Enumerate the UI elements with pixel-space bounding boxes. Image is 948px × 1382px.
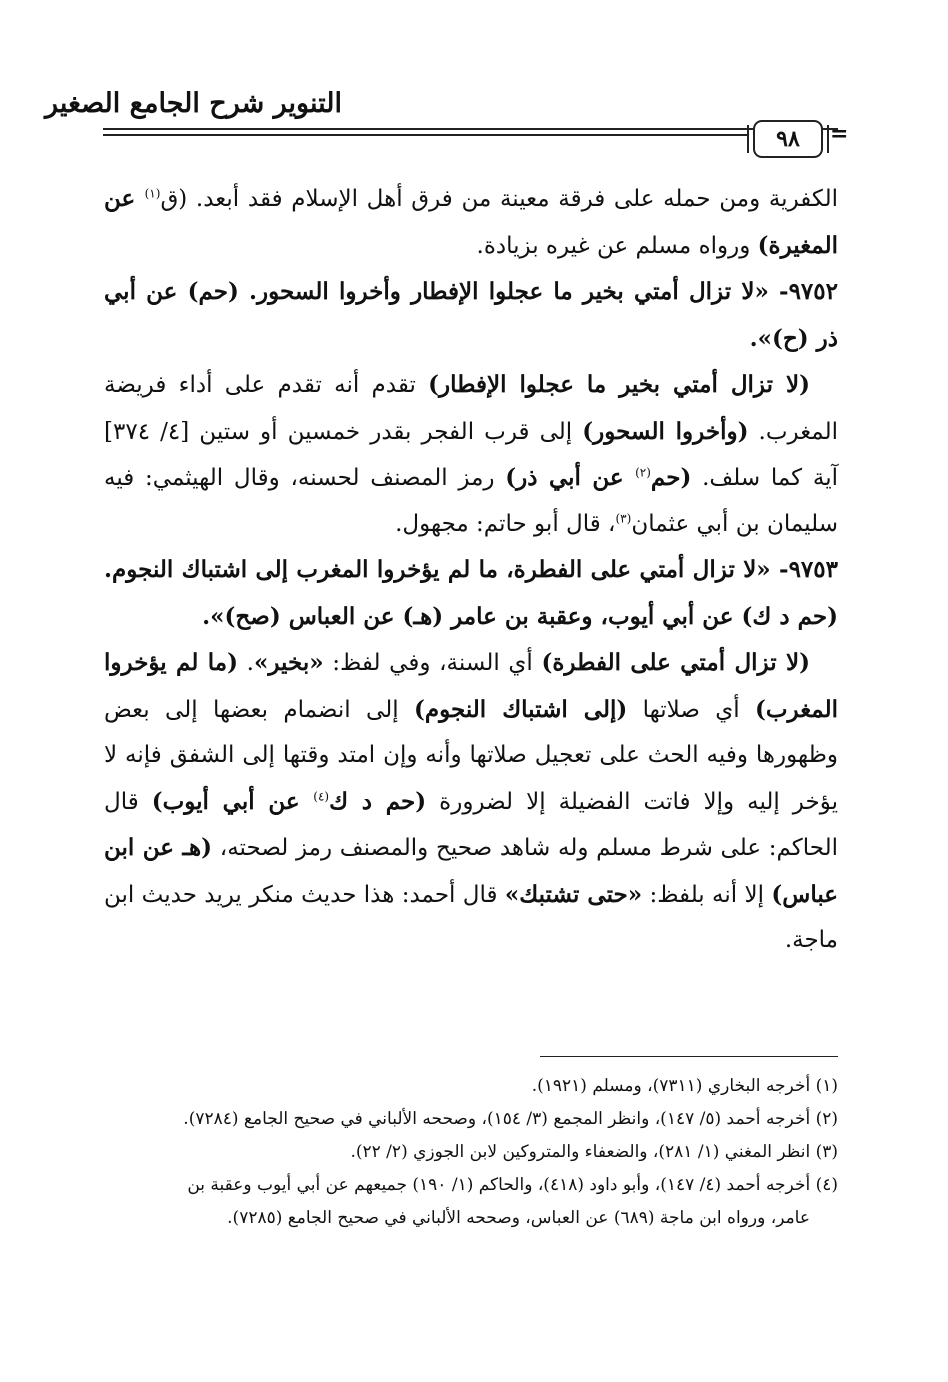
text-run: أي السنة، وفي لفظ:: [323, 650, 542, 676]
hadith-text: «لا تزال أمتي بخير ما عجلوا الإفطار وأخروا السحور. (حم) عن أبي ذر (ح)».: [104, 278, 838, 352]
quoted-phrase: (ما لم يؤخروا المغرب): [104, 649, 838, 723]
hadith-number: ٩٧٥٢-: [768, 278, 838, 305]
footnote-separator: [540, 1056, 838, 1057]
page-number: ٩٨: [753, 120, 823, 158]
header-rule-bottom: [103, 134, 748, 136]
text-run: إلا أنه بلفظ:: [642, 881, 772, 908]
footnote-3: (٣) انظر المغني (١/ ٢٨١)، والضعفاء والمتروكين لابن الجوزي (٢/ ٢٢).: [350, 1142, 838, 1162]
quoted-phrase: (لا تزال أمتي على الفطرة): [541, 649, 811, 676]
commentary-9753: [104, 640, 838, 964]
quoted-phrase: (إلى اشتباك النجوم): [413, 695, 628, 723]
footnote-4-continuation: عامر، ورواه ابن ماجة (٦٨٩) عن العباس، وصححه الألباني في صحيح الجامع (٧٢٨٥).: [227, 1208, 810, 1228]
text-run: أي صلاتها: [627, 696, 755, 723]
footnote-4: (٤) أخرجه أحمد (٤/ ١٤٧)، وأبو داود (٤١٨)، والحاكم (١/ ١٩٠) جميعهم عن أبي أيوب وعقبة بن: [187, 1175, 838, 1195]
source-citation: عن أبي أيوب): [151, 787, 314, 815]
text-run: تقدم أنه تقدم على أداء فريضة المغرب.: [104, 372, 838, 445]
text-run: قال أحمد: هذا حديث منكر يريد حديث ابن ماجة.: [104, 881, 838, 953]
footnote-2: (٢) أخرجه أحمد (٥/ ١٤٧)، وانظر المجمع (٣/ ١٥٤)، وصححه الألباني في صحيح الجامع (٧٢٨٤).: [183, 1109, 838, 1129]
quoted-phrase: (لا تزال أمتي بخير ما عجلوا الإفطار): [428, 371, 810, 398]
text-run: ، قال أبو حاتم: مجهول.: [395, 510, 616, 537]
page-number-marker: =: [830, 121, 849, 147]
hadith-9753: [104, 547, 838, 640]
source-citation: (هـ عن ابن عباس): [104, 834, 839, 908]
text-run: إلى قرب الفجر بقدر خمسين أو ستين [٤/ ٣٧٤] آية كما سلف.: [104, 418, 838, 491]
source-citation: عن أبي ذر): [505, 464, 636, 491]
source-citation: عن المغيرة): [104, 185, 838, 259]
footnote-ref-1: (١): [144, 186, 161, 201]
header-rule-top: [103, 128, 838, 130]
hadith-number: ٩٧٥٣-: [770, 556, 838, 583]
quoted-phrase: (وأخروا السحور): [582, 417, 749, 445]
text-run: الكفرية ومن حمله على فرقة معينة من فرق أهل الإسلام فقد أبعد. (ق: [160, 186, 838, 212]
footnote-1: (١) أخرجه البخاري (٧٣١١)، ومسلم (١٩٢١).: [531, 1076, 838, 1096]
source-citation: (حم: [650, 464, 692, 491]
text-run: قال الحاكم: على شرط مسلم وله شاهد صحيح والمصنف رمز لصحته،: [104, 788, 838, 861]
quoted-phrase: «حتى تشتبك»: [504, 880, 643, 908]
footnote-ref-3: (٣): [615, 510, 632, 525]
hadith-text: «لا تزال أمتي على الفطرة، ما لم يؤخروا المغرب إلى اشتباك النجوم. (حم د ك) عن أبي أيوب، وعقبة بن عامر (هـ) عن العباس (صح)».: [104, 556, 838, 630]
hadith-9752: [104, 269, 838, 362]
running-header-title: التنوير شرح الجامع الصغير: [45, 88, 342, 119]
source-citation: (حم د ك: [329, 787, 427, 815]
main-text: [104, 176, 838, 964]
footnote-ref-4: (٤): [313, 788, 330, 803]
text-run: رمز المصنف لحسنه، وقال الهيثمي: فيه سليمان بن أبي عثمان: [104, 465, 838, 537]
text-run: إلى انضمام بعضها إلى بعض وظهورها وفيه الحث على تعجيل صلاتها وأنه وإن امتد وقتها إلى الشفق فإنه لا يؤخر إليه وإلا فاتت الفضيلة إلا لضرورة: [104, 696, 838, 815]
footnote-ref-2: (٢): [635, 465, 651, 480]
quoted-phrase: «بخير»: [253, 649, 324, 676]
paragraph-continuation: [104, 176, 838, 269]
text-run: ورواه مسلم عن غيره بزيادة.: [476, 232, 758, 259]
footnotes: [104, 1070, 838, 1235]
commentary-9752: [104, 362, 838, 547]
text-run: .: [237, 650, 254, 676]
